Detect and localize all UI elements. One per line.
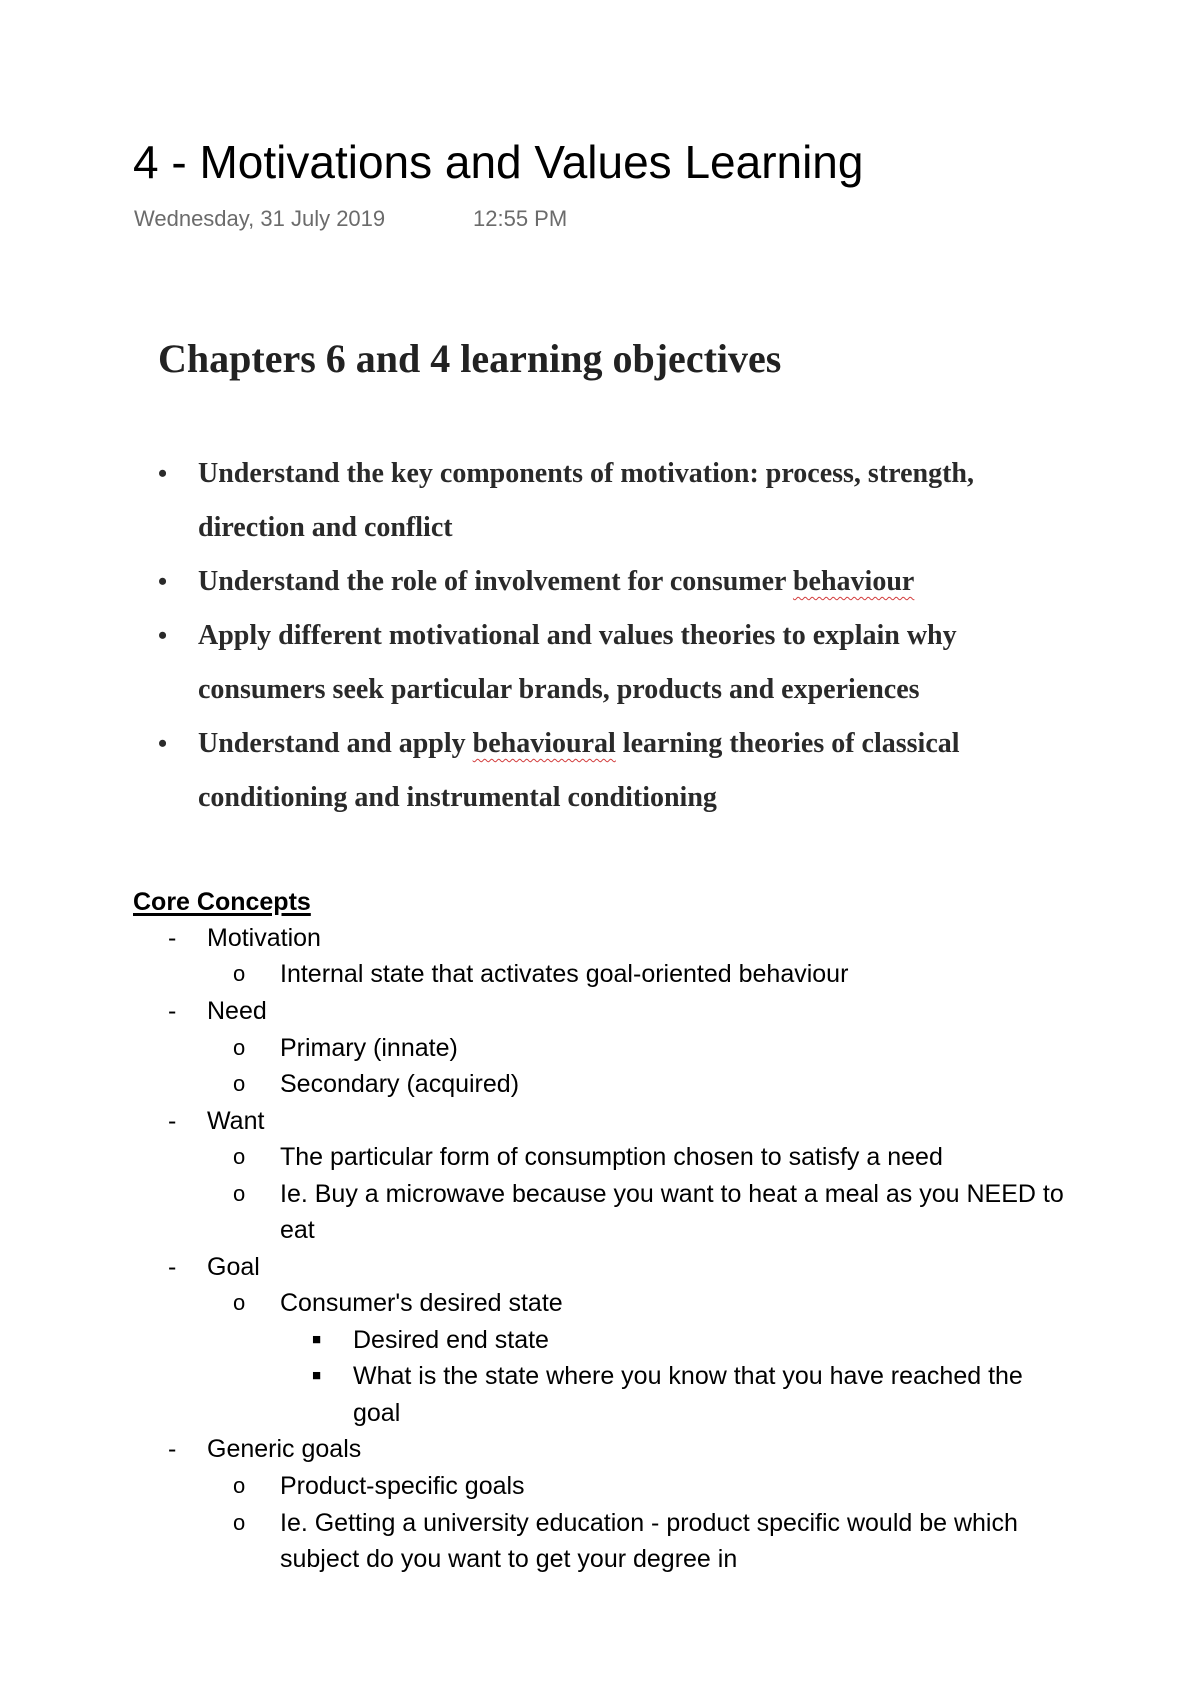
- concept-detail: Consumer's desired state: [280, 1289, 563, 1317]
- page-date: Wednesday, 31 July 2019: [134, 206, 386, 231]
- objective-text: learning theories of classical: [615, 728, 960, 759]
- concept-label: Need: [207, 997, 267, 1025]
- bullet-icon: •: [158, 621, 168, 650]
- concept-detail: Desired end state: [353, 1326, 549, 1354]
- circle-bullet-icon: o: [233, 1510, 246, 1535]
- dash-icon: -: [168, 1253, 177, 1281]
- concept-label: Motivation: [207, 924, 321, 952]
- concept-detail: The particular form of consumption chosen to satisfy a need: [280, 1143, 943, 1171]
- dash-icon: -: [168, 1107, 177, 1135]
- square-bullet-icon: ■: [312, 1367, 322, 1384]
- spellcheck-word[interactable]: behavioural: [472, 728, 616, 759]
- concept-detail: Ie. Buy a microwave because you want to heat a meal as you NEED to: [280, 1180, 1064, 1208]
- objective-item: [120, 447, 1078, 555]
- spellcheck-word[interactable]: behaviour: [792, 566, 915, 597]
- bullet-icon: •: [158, 567, 168, 596]
- objectives-list: [120, 447, 1080, 825]
- concept-detail: Internal state that activates goal-oriented behaviour: [280, 960, 849, 988]
- bullet-icon: •: [158, 459, 168, 488]
- slide-title: Chapters 6 and 4 learning objectives: [158, 336, 782, 381]
- dash-icon: -: [168, 1435, 177, 1463]
- circle-bullet-icon: o: [233, 1071, 246, 1096]
- circle-bullet-icon: o: [233, 961, 246, 986]
- objective-text: Understand and apply: [198, 728, 473, 759]
- objective-item: [120, 555, 1078, 609]
- concept-detail: Secondary (acquired): [280, 1070, 520, 1098]
- circle-bullet-icon: o: [233, 1144, 246, 1169]
- page-time: 12:55 PM: [473, 206, 568, 231]
- dash-icon: -: [168, 924, 177, 952]
- circle-bullet-icon: o: [233, 1473, 246, 1498]
- circle-bullet-icon: o: [233, 1290, 246, 1315]
- embedded-slide-image: [120, 320, 1080, 840]
- concept-detail: goal: [353, 1399, 401, 1427]
- objective-text: Understand the role of involvement for consumer: [198, 566, 793, 597]
- concept-label: Goal: [207, 1253, 260, 1281]
- concept-detail: What is the state where you know that you have reached the: [353, 1362, 1023, 1390]
- concept-detail: Product-specific goals: [280, 1472, 525, 1500]
- circle-bullet-icon: o: [233, 1035, 246, 1060]
- bullet-icon: •: [158, 729, 168, 758]
- dash-icon: -: [168, 997, 177, 1025]
- concept-label: Generic goals: [207, 1435, 362, 1463]
- objective-item: [120, 609, 1078, 717]
- objective-text: conditioning and instrumental conditioning: [198, 782, 717, 813]
- objective-item: [120, 717, 1078, 825]
- objective-text: direction and conflict: [198, 512, 453, 543]
- square-bullet-icon: ■: [312, 1331, 322, 1348]
- concept-detail: Primary (innate): [280, 1034, 458, 1062]
- objective-text: consumers seek particular brands, products and experiences: [198, 674, 920, 705]
- page-title: 4 - Motivations and Values Learning: [133, 136, 864, 188]
- objective-text: Apply different motivational and values theories to explain why: [198, 620, 957, 651]
- concept-detail: subject do you want to get your degree in: [280, 1545, 738, 1573]
- concept-detail: eat: [280, 1216, 315, 1244]
- circle-bullet-icon: o: [233, 1181, 246, 1206]
- objective-text: Understand the key components of motivation: process, strength,: [198, 458, 974, 489]
- section-heading: Core Concepts: [133, 888, 311, 916]
- concept-label: Want: [207, 1107, 265, 1135]
- concept-detail: Ie. Getting a university education - product specific would be which: [280, 1509, 1018, 1537]
